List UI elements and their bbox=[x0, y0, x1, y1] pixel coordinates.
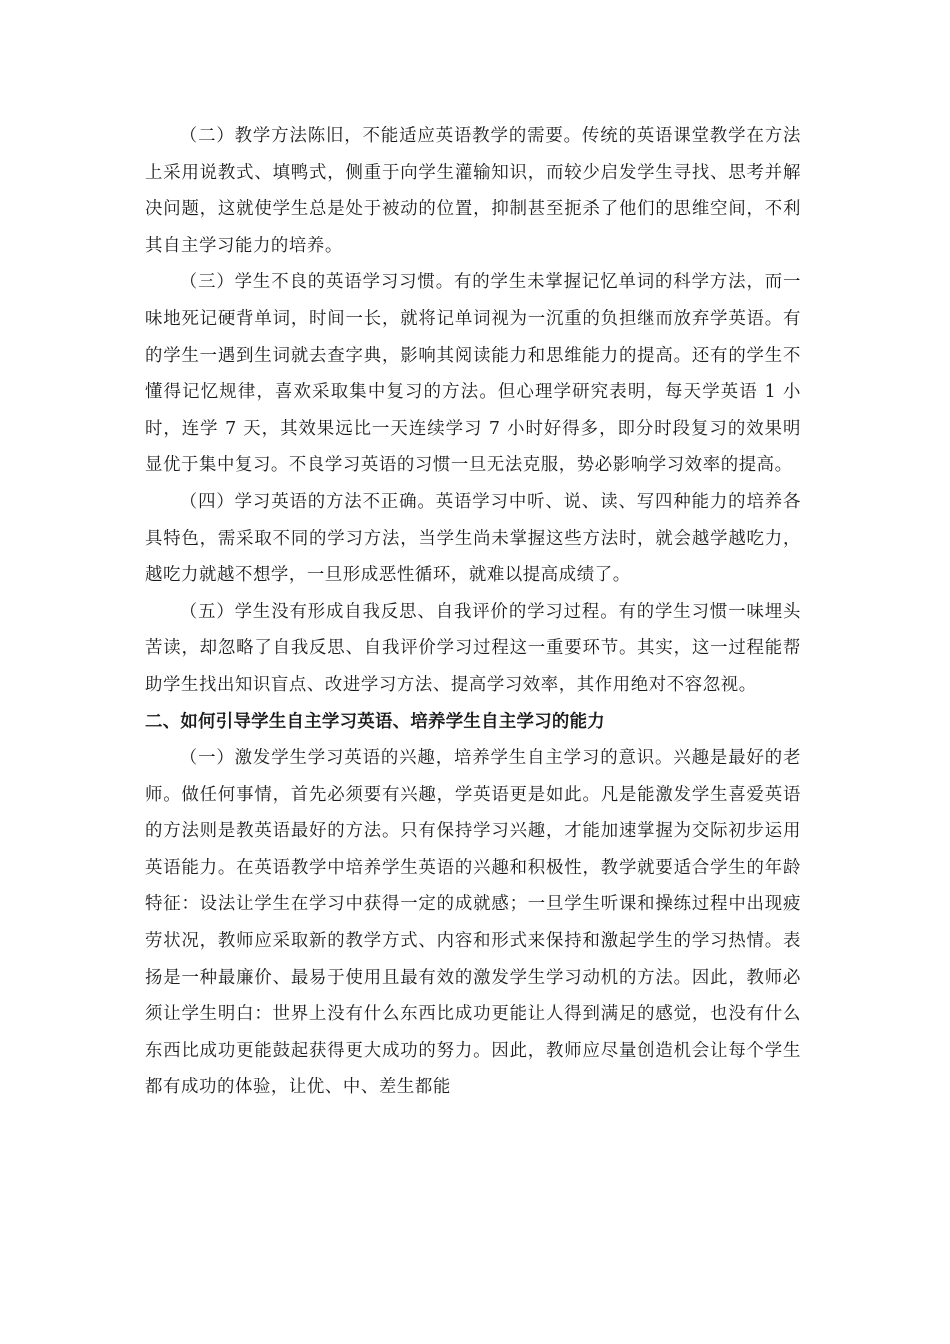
paragraph-three-study-habits: （三）学生不良的英语学习习惯。有的学生未掌握记忆单词的科学方法，而一味地死记硬背单词，时间一长，就将记单词视为一沉重的负担继而放弃学英语。有的学生一遇到生词就去查字典，影响其阅读能力和思维能力的提高。还有的学生不懂得记忆规律，喜欢采取集中复习的方法。但心理学研究表明，每天学英语 1 小时，连学 7 天，其效果远比一天连续学习 7 小时好得多，即分时段复习的效果明显优于集中复习。不良学习英语的习惯一旦无法克服，势必影响学习效率的提高。 bbox=[145, 272, 801, 476]
paragraph-two-teaching-methods: （二）教学方法陈旧，不能适应英语教学的需要。传统的英语课堂教学在方法上采用说教式、填鸭式，侧重于向学生灌输知识，而较少启发学生寻找、思考并解决问题，这就使学生总是处于被动的位置，抑制甚至扼杀了他们的思维空间，不利其自主学习能力的培养。 bbox=[145, 126, 801, 256]
paragraph-four-learning-methods: （四）学习英语的方法不正确。英语学习中听、说、读、写四种能力的培养各具特色，需采取不同的学习方法，当学生尚未掌握这些方法时，就会越学越吃力，越吃力就越不想学，一旦形成恶性循环，就难以提高成绩了。 bbox=[145, 491, 801, 586]
paragraph-five-self-reflection: （五）学生没有形成自我反思、自我评价的学习过程。有的学生习惯一味埋头苦读，却忽略了自我反思、自我评价学习过程这一重要环节。其实，这一过程能帮助学生找出知识盲点、改进学习方法、提高学习效率，其作用绝对不容忽视。 bbox=[145, 601, 801, 695]
document-body bbox=[145, 118, 801, 1106]
paragraph-one-interest: （一）激发学生学习英语的兴趣，培养学生自主学习的意识。兴趣是最好的老师。做任何事情，首先必须要有兴趣，学英语更是如此。凡是能激发学生喜爱英语的方法则是教英语最好的方法。只有保持学习兴趣，才能加速掌握为交际初步运用英语能力。在英语教学中培养学生英语的兴趣和积极性，教学就要适合学生的年龄特征：设法让学生在学习中获得一定的成就感；一旦学生听课和操练过程中出现疲劳状况，教师应采取新的教学方式、内容和形式来保持和激起学生的学习热情。表扬是一种最廉价、最易于使用且最有效的激发学生学习动机的方法。因此，教师必须让学生明白：世界上没有什么东西比成功更能让人得到满足的感觉，也没有什么东西比成功更能鼓起获得更大成功的努力。因此，教师应尽量创造机会让每个学生都有成功的体验，让优、中、差生都能 bbox=[145, 748, 801, 1098]
section-heading: 二、如何引导学生自主学习英语、培养学生自主学习的能力 bbox=[145, 711, 605, 732]
